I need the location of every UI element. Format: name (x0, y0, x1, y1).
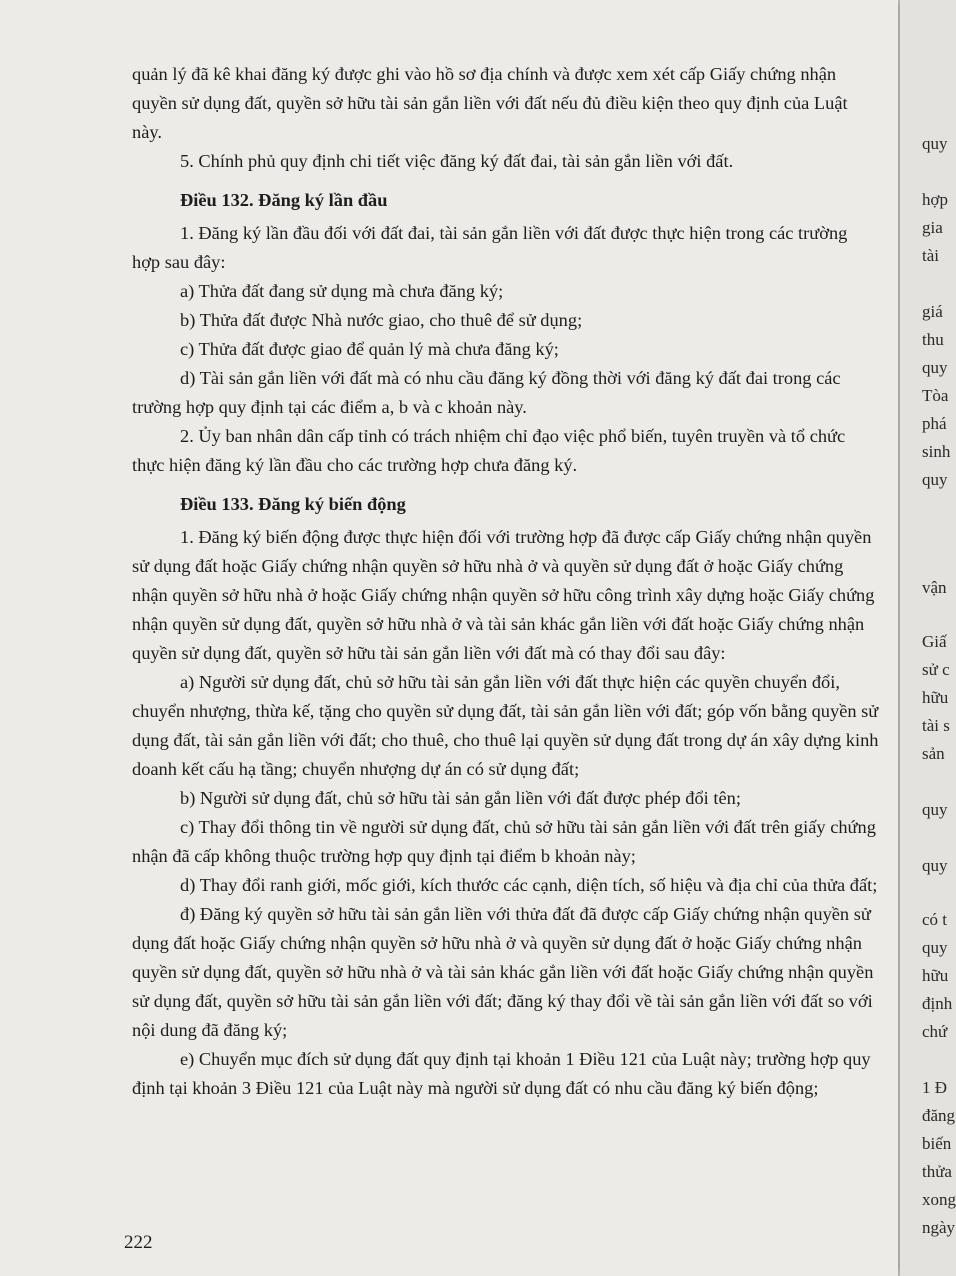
next-page-fragment: định (922, 994, 953, 1013)
paragraph-132-1d: d) Tài sản gắn liền với đất mà có nhu cầu đăng ký đồng thời với đăng ký đất đai trong các trường hợp quy định tại các điểm a, b và c khoản này. (132, 368, 841, 417)
next-page-fragment: sinh (922, 442, 951, 461)
next-page-fragment: quy (922, 856, 948, 875)
next-page-fragment: thửa (922, 1162, 952, 1181)
next-page-fragment: thu (922, 330, 944, 349)
paragraph-132-1a: a) Thửa đất đang sử dụng mà chưa đăng ký; (180, 281, 504, 301)
paragraph-133-1d: d) Thay đổi ranh giới, mốc giới, kích thước các cạnh, diện tích, số hiệu và địa chỉ của thửa đất; (180, 875, 878, 895)
article-133-heading: Điều 133. Đăng ký biến động (180, 494, 406, 514)
paragraph-clause-5: 5. Chính phủ quy định chi tiết việc đăng ký đất đai, tài sản gắn liền với đất. (180, 151, 734, 171)
adjacent-page-edge (900, 0, 956, 1276)
next-page-fragment: quy (922, 470, 948, 489)
paragraph-133-1e: e) Chuyển mục đích sử dụng đất quy định tại khoản 1 Điều 121 của Luật này; trường hợp quy định tại khoản 3 Điều 121 của Luật này mà người sử dụng đất có nhu cầu đăng ký biến động; (132, 1049, 871, 1098)
article-132-heading: Điều 132. Đăng ký lần đầu (180, 190, 388, 210)
next-page-fragment: quy (922, 134, 948, 153)
paragraph-132-1b: b) Thửa đất được Nhà nước giao, cho thuê để sử dụng; (180, 310, 583, 330)
paragraph-133-1a: a) Người sử dụng đất, chủ sở hữu tài sản gắn liền với đất thực hiện các quyền chuyển đổi, chuyển nhượng, thừa kế, tặng cho quyền sử dụng đất, tài sản gắn liền với đất; góp vốn bằng quyền sử dụng đất, tài sản gắn liền với đất; cho thuê, cho thuê lại quyền sử dụng đất trong dự án xây dựng kinh doanh kết cấu hạ tầng; chuyển nhượng dự án có sử dụng đất; (132, 672, 879, 779)
next-page-fragment: tài (922, 246, 939, 265)
paragraph-132-1c: c) Thửa đất được giao để quản lý mà chưa đăng ký; (180, 339, 559, 359)
paragraph-132-1: 1. Đăng ký lần đầu đối với đất đai, tài sản gắn liền với đất được thực hiện trong các trường hợp sau đây: (132, 223, 848, 272)
page-content (132, 60, 880, 1103)
paragraph-133-1: 1. Đăng ký biến động được thực hiện đối với trường hợp đã được cấp Giấy chứng nhận quyền sử dụng đất hoặc Giấy chứng nhận quyền sở hữu nhà ở và quyền sử dụng đất ở hoặc Giấy chứng nhận quyền sở hữu nhà ở hoặc Giấy chứng nhận quyền sở hữu công trình xây dựng hoặc Giấy chứng nhận quyền sử dụng đất, quyền sở hữu nhà ở và tài sản khác gắn liền với đất hoặc Giấy chứng nhận quyền sử dụng đất, quyền sở hữu tài sản gắn liền với đất mà có thay đổi sau đây: (132, 527, 875, 663)
next-page-fragment: phá (922, 414, 947, 433)
next-page-fragment: ngày (922, 1218, 956, 1237)
next-page-fragment: sản (922, 744, 945, 763)
next-page-fragment: gia (922, 218, 943, 237)
page-number: 222 (124, 1232, 153, 1253)
next-page-fragment: quy (922, 800, 948, 819)
next-page-fragment: quy (922, 358, 948, 377)
next-page-fragment: đăng (922, 1106, 956, 1125)
paragraph-132-2: 2. Ủy ban nhân dân cấp tỉnh có trách nhiệm chỉ đạo việc phổ biến, tuyên truyền và tổ chức thực hiện đăng ký lần đầu cho các trường hợp chưa đăng ký. (132, 426, 846, 475)
paragraph-133-1c: c) Thay đổi thông tin về người sử dụng đất, chủ sở hữu tài sản gắn liền với đất trên giấy chứng nhận đã cấp không thuộc trường hợp quy định tại điểm b khoản này; (132, 817, 876, 866)
next-page-fragment: sử c (922, 660, 950, 679)
next-page-fragment: tài s (922, 716, 950, 735)
next-page-fragment: hợp (922, 190, 948, 209)
next-page-fragment: Giấ (922, 632, 947, 651)
next-page-fragment: vận (922, 578, 947, 597)
next-page-fragment: hữu (922, 688, 949, 707)
paragraph-133-1b: b) Người sử dụng đất, chủ sở hữu tài sản gắn liền với đất được phép đổi tên; (180, 788, 741, 808)
next-page-fragment: 1 Đ (922, 1078, 948, 1097)
next-page-fragment: hữu (922, 966, 949, 985)
next-page-fragment: quy (922, 938, 948, 957)
next-page-fragment: Tòa (922, 386, 949, 405)
paragraph-133-1dd: đ) Đăng ký quyền sở hữu tài sản gắn liền với thửa đất đã được cấp Giấy chứng nhận quyền sử dụng đất hoặc Giấy chứng nhận quyền sở hữu nhà ở và quyền sử dụng đất ở hoặc Giấy chứng nhận quyền sử dụng đất, quyền sở hữu nhà ở và tài sản khác gắn liền với đất hoặc Giấy chứng nhận quyền sử dụng đất, quyền sở hữu tài sản gắn liền với đất; đăng ký thay đổi về tài sản gắn liền với đất so với nội dung đã đăng ký; (132, 904, 874, 1040)
next-page-fragment: chứ (922, 1022, 948, 1041)
next-page-fragment: giá (922, 302, 943, 321)
next-page-fragment: có t (922, 910, 948, 929)
paragraph-continuation: quản lý đã kê khai đăng ký được ghi vào hồ sơ địa chính và được xem xét cấp Giấy chứng nhận quyền sử dụng đất, quyền sở hữu tài sản gắn liền với đất nếu đủ điều kiện theo quy định của Luật này. (132, 64, 848, 142)
next-page-fragment: biến (922, 1134, 952, 1153)
next-page-fragment: xong (922, 1190, 956, 1209)
